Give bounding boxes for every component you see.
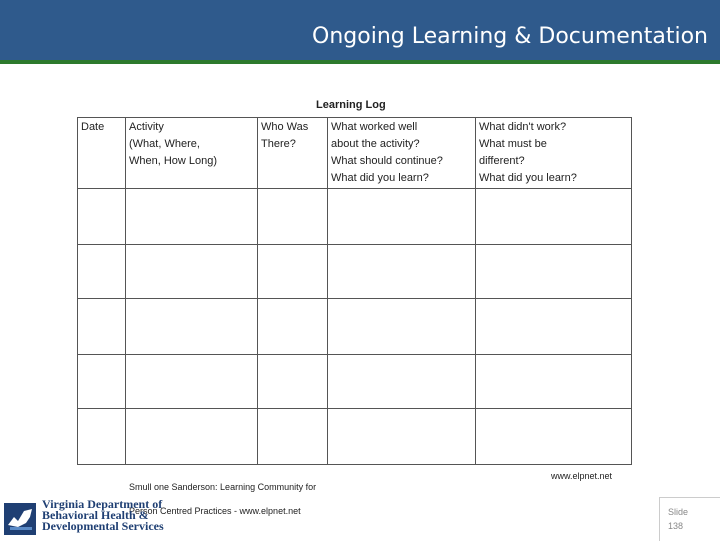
table-row: [78, 299, 632, 355]
credit-line-1: Smull one Sanderson: Learning Community for: [129, 482, 317, 492]
table-row: [78, 245, 632, 299]
table-cell[interactable]: [78, 189, 126, 245]
slide-title: Ongoing Learning & Documentation: [312, 24, 708, 49]
table-cell[interactable]: [78, 355, 126, 409]
column-header-worked: [328, 118, 476, 189]
table-cell[interactable]: [328, 245, 476, 299]
learning-log-table: [77, 117, 632, 465]
table-cell[interactable]: [126, 189, 258, 245]
column-header-label: Activity (What, Where, When, How Long): [129, 121, 218, 167]
table-cell[interactable]: [78, 409, 126, 465]
column-header-who: [258, 118, 328, 189]
table-cell[interactable]: [126, 299, 258, 355]
slide-label-text: Slide: [668, 507, 689, 517]
slide-number-box: [659, 497, 720, 541]
website-text: www.elpnet.net: [551, 471, 613, 481]
learning-log-title: Learning Log: [316, 99, 386, 111]
table-cell[interactable]: [328, 355, 476, 409]
dbhds-logo: [4, 499, 174, 539]
column-header-didnt-work: [476, 118, 632, 189]
table-cell[interactable]: [476, 299, 632, 355]
slide-number: 138: [668, 521, 684, 531]
column-header-label: What worked well about the activity? What should continue? What did you learn?: [331, 121, 443, 184]
header-bar: [0, 0, 720, 60]
table-cell[interactable]: [126, 409, 258, 465]
table-cell[interactable]: [78, 245, 126, 299]
column-header-date: [78, 118, 126, 189]
table-cell[interactable]: [258, 355, 328, 409]
table-cell[interactable]: [476, 245, 632, 299]
table-cell[interactable]: [258, 299, 328, 355]
table-cell[interactable]: [126, 245, 258, 299]
credit-line-2: Person Centred Practices - www.elpnet.net: [129, 506, 301, 516]
column-header-label: Who Was There?: [261, 121, 309, 150]
column-header-label: Date: [81, 121, 105, 133]
virginia-state-icon: [4, 503, 36, 535]
table-cell[interactable]: [258, 189, 328, 245]
table-cell[interactable]: [328, 409, 476, 465]
table-cell[interactable]: [258, 245, 328, 299]
table-cell[interactable]: [476, 355, 632, 409]
table-cell[interactable]: [78, 299, 126, 355]
column-header-label: What didn't work? What must be different? What did you learn?: [479, 121, 577, 184]
table-cell[interactable]: [328, 299, 476, 355]
table-row: [78, 189, 632, 245]
table-header-row: [78, 118, 632, 189]
table-row: [78, 409, 632, 465]
table-cell[interactable]: [258, 409, 328, 465]
table-row: [78, 355, 632, 409]
slide-number-label: [668, 505, 688, 533]
logo-text: Virginia Department of Behavioral Health & Developmental Services: [42, 497, 164, 533]
table-cell[interactable]: [126, 355, 258, 409]
table-cell[interactable]: [328, 189, 476, 245]
column-header-activity: [126, 118, 258, 189]
table-cell[interactable]: [476, 189, 632, 245]
header-divider: [0, 60, 720, 64]
table-cell[interactable]: [476, 409, 632, 465]
